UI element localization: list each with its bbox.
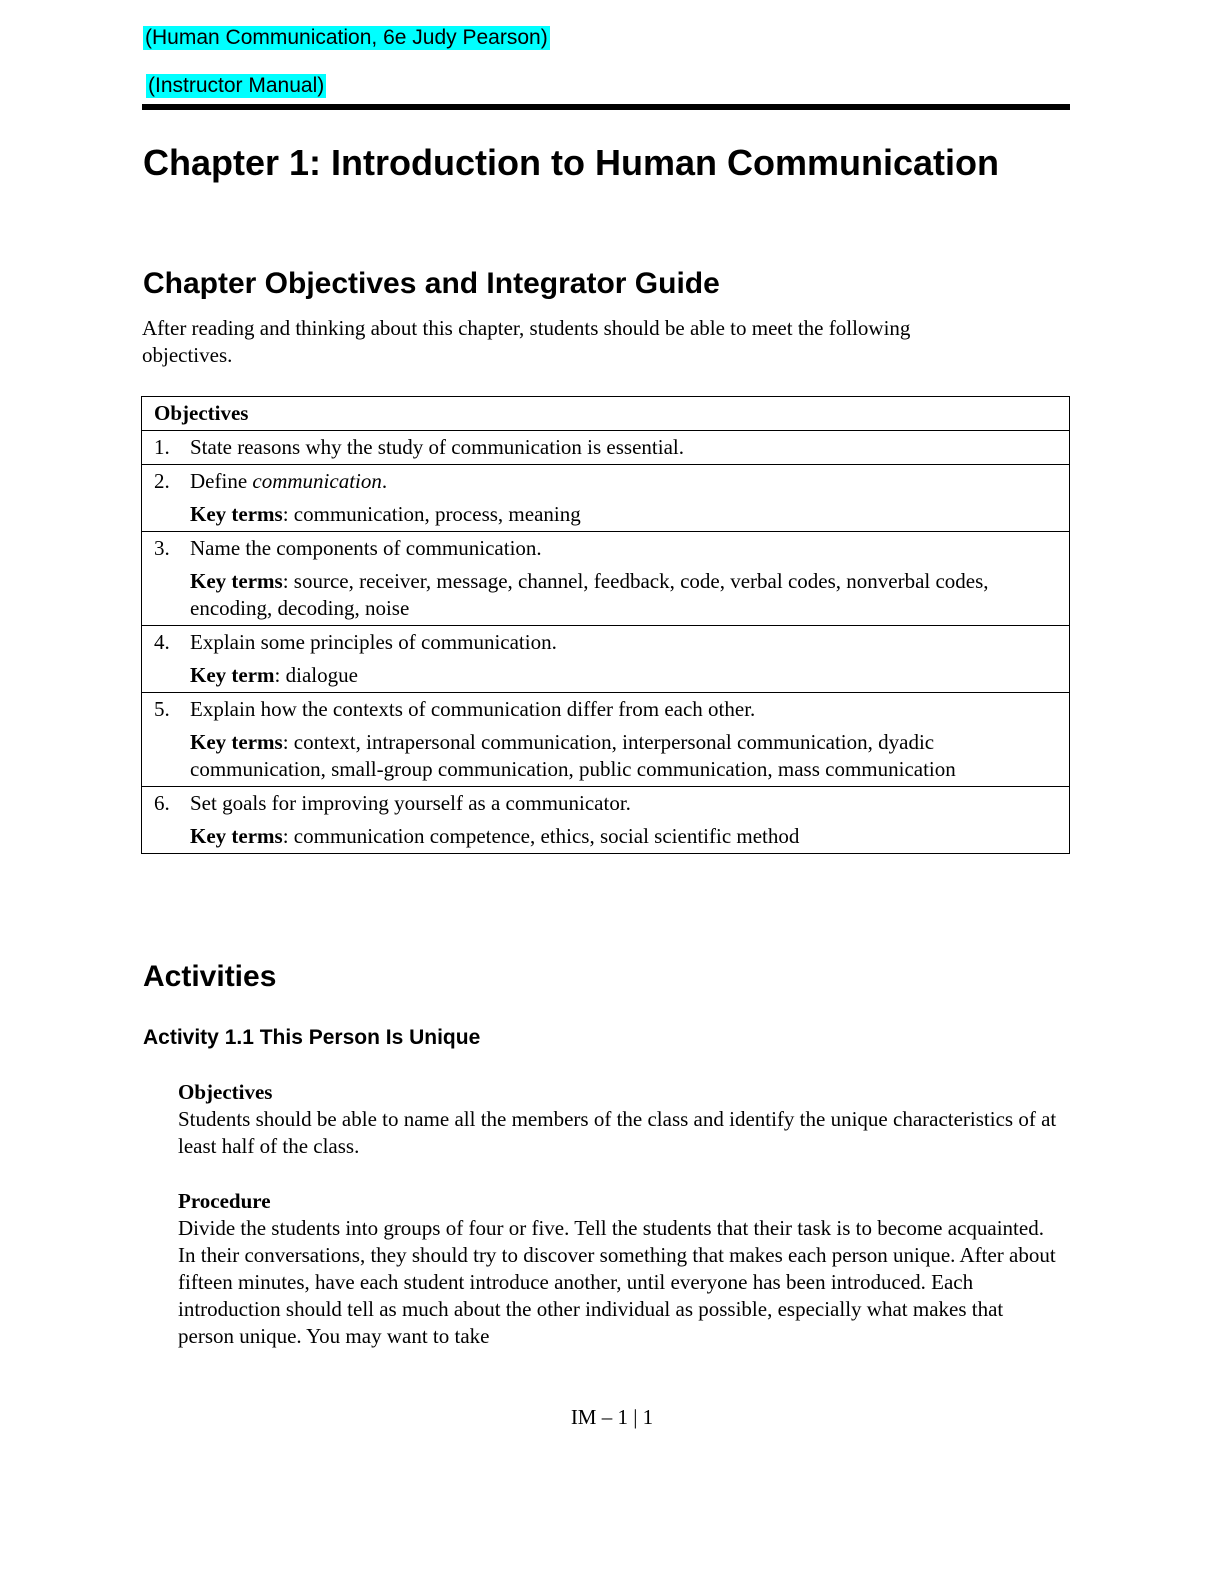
activity-procedure-label: Procedure bbox=[178, 1189, 271, 1213]
objective-cell bbox=[142, 693, 1070, 787]
objective-key-terms bbox=[190, 501, 1059, 528]
objective-number: 2. bbox=[154, 469, 170, 493]
objectives-table-header-row bbox=[142, 397, 1070, 431]
activity-procedure bbox=[178, 1188, 1058, 1350]
objective-cell bbox=[142, 465, 1070, 532]
objectives-table-header: Objectives bbox=[142, 397, 1070, 431]
objective-text bbox=[190, 468, 1059, 495]
objective-line bbox=[154, 696, 1059, 783]
objective-row bbox=[142, 787, 1070, 854]
chapter-title: Chapter 1: Introduction to Human Communication bbox=[143, 142, 999, 183]
objective-line bbox=[154, 629, 1059, 689]
objective-body bbox=[190, 790, 1059, 850]
objective-line bbox=[154, 790, 1059, 850]
objective-number: 3. bbox=[154, 536, 170, 560]
objectives-heading: Chapter Objectives and Integrator Guide bbox=[143, 267, 720, 300]
objective-row bbox=[142, 431, 1070, 465]
objective-cell bbox=[142, 532, 1070, 626]
key-terms-text: : dialogue bbox=[274, 663, 358, 687]
key-terms-label: Key terms bbox=[190, 730, 283, 754]
objective-text-start: Define bbox=[190, 469, 253, 493]
objective-text bbox=[190, 629, 1059, 656]
key-terms-label: Key terms bbox=[190, 569, 283, 593]
header-manual-label: (Instructor Manual) bbox=[148, 74, 325, 97]
objective-body bbox=[190, 696, 1059, 783]
objective-row bbox=[142, 532, 1070, 626]
objective-key-terms bbox=[190, 823, 1059, 850]
objective-body bbox=[190, 629, 1059, 689]
objective-number: 4. bbox=[154, 630, 170, 654]
activity-procedure-text: Divide the students into groups of four or five. Tell the students that their task is to become acquainted. In their conversations, they should try to discover something that makes each person unique. After about fifteen minutes, have each student introduce another, until everyone has been introduced. Each introduction should tell as much about the other individual as possible, especially what makes that person unique. You may want to take bbox=[178, 1216, 1056, 1348]
objective-line bbox=[154, 434, 1059, 461]
key-terms-label: Key terms bbox=[190, 824, 283, 848]
objective-key-terms bbox=[190, 662, 1059, 689]
key-terms-text: : context, intrapersonal communication, interpersonal communication, dyadic communication, small-group communication, public communication, mass communication bbox=[190, 730, 956, 781]
header-book-title: (Human Communication, 6e Judy Pearson) bbox=[145, 26, 548, 49]
key-terms-label: Key term bbox=[190, 663, 275, 687]
objective-number: 1. bbox=[154, 435, 170, 459]
objectives-table bbox=[141, 396, 1070, 854]
objective-emphasis: communication bbox=[252, 469, 382, 493]
objective-number: 6. bbox=[154, 791, 170, 815]
objective-row bbox=[142, 626, 1070, 693]
activity-title: Activity 1.1 This Person Is Unique bbox=[143, 1026, 481, 1049]
objective-text-start: Name the components of communication. bbox=[190, 536, 542, 560]
key-terms-text: : communication competence, ethics, social scientific method bbox=[282, 824, 800, 848]
objective-body bbox=[190, 434, 1059, 461]
key-terms-label: Key terms bbox=[190, 502, 283, 526]
objective-text bbox=[190, 696, 1059, 723]
page-number: IM – 1 | 1 bbox=[570, 1405, 654, 1429]
objective-text-start: Explain some principles of communication. bbox=[190, 630, 557, 654]
objective-text bbox=[190, 434, 1059, 461]
key-terms-text: : communication, process, meaning bbox=[282, 502, 581, 526]
activity-objectives bbox=[178, 1079, 1058, 1160]
objective-line bbox=[154, 468, 1059, 528]
activity-objectives-text: Students should be able to name all the members of the class and identify the unique characteristics of at least half of the class. bbox=[178, 1107, 1057, 1158]
objective-text-start: Explain how the contexts of communication differ from each other. bbox=[190, 697, 756, 721]
objective-number: 5. bbox=[154, 697, 170, 721]
objective-line bbox=[154, 535, 1059, 622]
objective-text bbox=[190, 535, 1059, 562]
objective-key-terms bbox=[190, 568, 1059, 622]
objective-text-start: State reasons why the study of communication is essential. bbox=[190, 435, 684, 459]
objective-cell bbox=[142, 431, 1070, 465]
objective-text-end: . bbox=[381, 469, 388, 493]
objective-body bbox=[190, 468, 1059, 528]
objective-cell bbox=[142, 626, 1070, 693]
header-rule bbox=[142, 104, 1070, 110]
objective-row bbox=[142, 465, 1070, 532]
key-terms-text: : source, receiver, message, channel, feedback, code, verbal codes, nonverbal codes, encoding, decoding, noise bbox=[190, 569, 989, 620]
activities-heading: Activities bbox=[143, 960, 277, 993]
objective-key-terms bbox=[190, 729, 1059, 783]
objective-text-start: Set goals for improving yourself as a communicator. bbox=[190, 791, 631, 815]
objective-row bbox=[142, 693, 1070, 787]
activity-objectives-label: Objectives bbox=[178, 1080, 273, 1104]
objective-body bbox=[190, 535, 1059, 622]
objective-text bbox=[190, 790, 1059, 817]
objective-cell bbox=[142, 787, 1070, 854]
objectives-intro: After reading and thinking about this chapter, students should be able to meet the following objectives. bbox=[142, 316, 911, 367]
